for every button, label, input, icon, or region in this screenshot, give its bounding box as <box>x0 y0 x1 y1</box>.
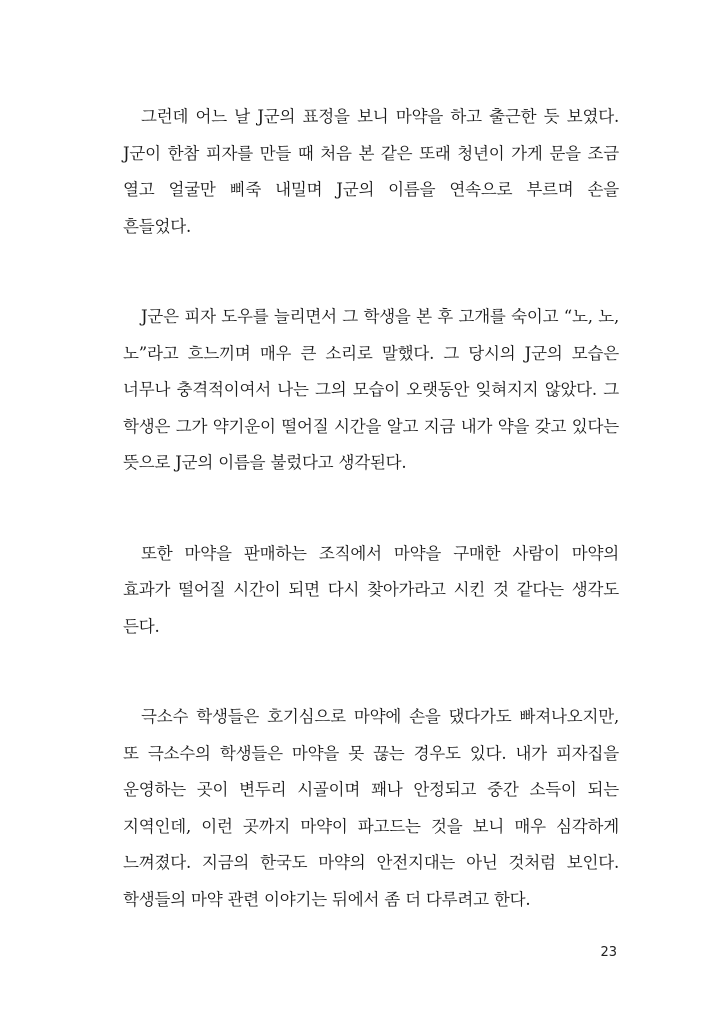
paragraph-2: J군은 피자 도우를 늘리면서 그 학생을 본 후 고개를 숙이고 “노, 노, 노”라고 흐느끼며 매우 큰 소리로 말했다. 그 당시의 J군의 모습은 너무나 충격적이여서 나는 그의 모습이 오랫동안 잊혀지지 않았다. 그 학생은 그가 약기운이 떨어질 시간을 알고 지금 내가 약을 갖고 있다는 뜻으로 J군의 이름을 불렀다고 생각된다. <box>123 307 619 472</box>
paragraph-1: 그런데 어느 날 J군의 표정을 보니 마약을 하고 출근한 듯 보였다. J군이 한참 피자를 만들 때 처음 본 같은 또래 청년이 가게 문을 조금 열고 얼굴만 삐죽 내밀며 J군의 이름을 연속으로 부르며 손을 흔들었다. <box>123 107 619 236</box>
page-number: 23 <box>600 945 617 960</box>
paragraph-4: 극소수 학생들은 호기심으로 마약에 손을 댔다가도 빠져나오지만, 또 극소수의 학생들은 마약을 못 끊는 경우도 있다. 내가 피자집을 운영하는 곳이 변두리 시골이며 꽤나 안정되고 중간 소득이 되는 지역인데, 이런 곳까지 마약이 파고드는 것을 보니 매우 심각하게 느껴졌다. 지금의 한국도 마약의 안전지대는 아닌 것처럼 보인다. 학생들의 마약 관련 이야기는 뒤에서 좀 더 다루려고 한다. <box>123 707 619 909</box>
body-text <box>123 99 619 972</box>
paragraph-3: 또한 마약을 판매하는 조직에서 마약을 구매한 사람이 마약의 효과가 떨어질 시간이 되면 다시 찾아가라고 시킨 것 같다는 생각도 든다. <box>123 543 619 636</box>
